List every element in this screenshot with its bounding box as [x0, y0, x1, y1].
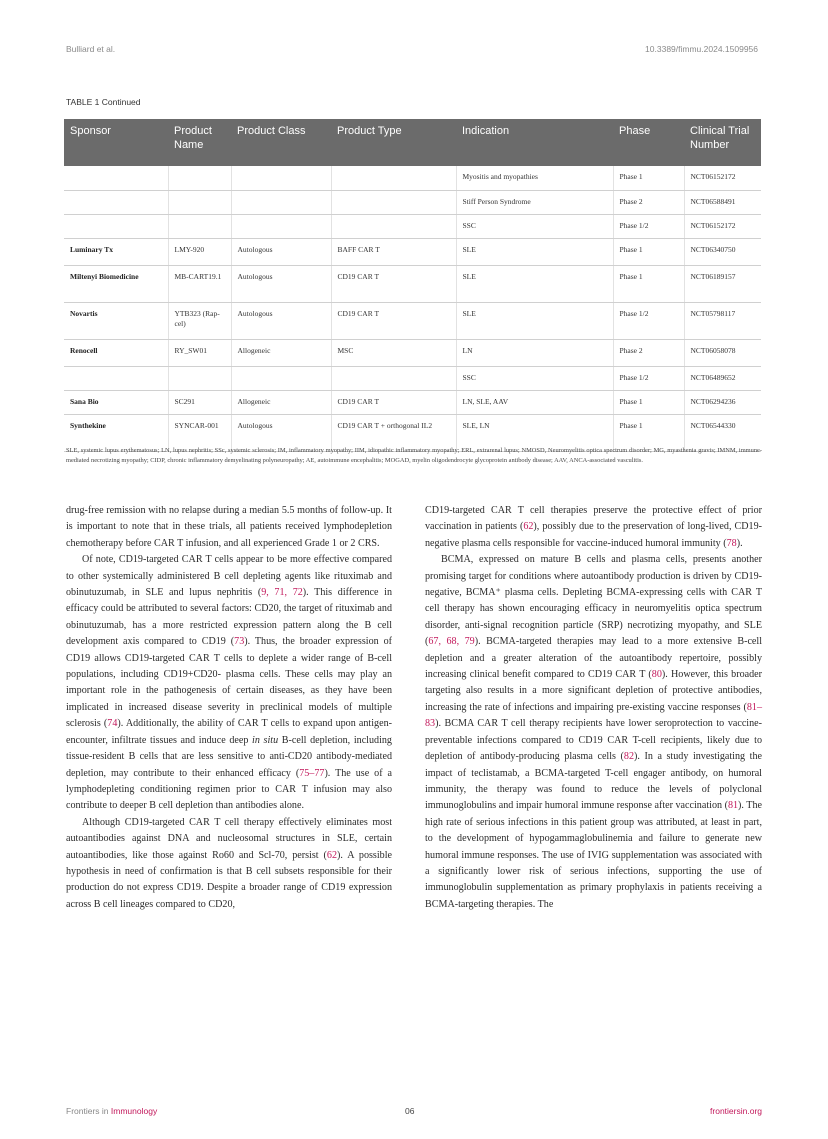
table-cell	[168, 166, 231, 190]
citation-link[interactable]: 74	[107, 718, 118, 730]
table-cell	[64, 166, 168, 190]
table-cell	[168, 214, 231, 238]
citation-link[interactable]: 62	[523, 521, 534, 533]
table-cell: Phase 1	[613, 166, 684, 190]
table-cell	[64, 366, 168, 390]
table-cell: SSC	[456, 214, 613, 238]
table-row	[64, 339, 761, 366]
column-header: Sponsor	[64, 119, 168, 166]
text-run: ). Thus, the broader expression of CD19 allows CD19-targeted CAR T cells to deplete a wider range of B-cell populations, including CD19+CD20- plasma cells. These cells may play an important role in the pathogenesis of certain diseases, as they have been implicated in increased disease severity in preclinical models of multiple sclerosis (	[66, 636, 392, 730]
table-cell: BAFF CAR T	[331, 238, 456, 265]
running-head-doi: 10.3389/fimmu.2024.1509956	[645, 44, 758, 54]
table-cell: NCT06152172	[684, 214, 761, 238]
table-cell: Phase 1/2	[613, 302, 684, 339]
table-cell: Allogeneic	[231, 390, 331, 414]
body-paragraph	[66, 552, 392, 815]
table-cell: LMY-920	[168, 238, 231, 265]
table-cell: Phase 1	[613, 265, 684, 302]
table-cell: Sana Bio	[64, 390, 168, 414]
body-column-right	[425, 503, 762, 913]
table-body	[64, 166, 761, 451]
table-row	[64, 302, 761, 339]
text-run: ). BCMA CAR T cell therapy recipients have lower seroprotection to vaccine-preventable infections compared to CD19 CAR T-cell recipients, likely due to depletion of antibody-producing plasma cells (	[425, 718, 762, 763]
body-column-left	[66, 503, 392, 913]
column-header: Phase	[613, 119, 684, 166]
table-cell: Phase 1	[613, 390, 684, 414]
table-cell: NCT06058078	[684, 339, 761, 366]
trials-table	[64, 119, 761, 452]
page-number: 06	[405, 1106, 415, 1116]
table-cell: NCT06544330	[684, 414, 761, 451]
text-run: ), possibly due to the preservation of long-lived, CD19-negative plasma cells responsible for vaccine-induced humoral immunity (	[425, 521, 763, 549]
journal-prefix: Frontiers in	[66, 1106, 109, 1116]
column-header: Indication	[456, 119, 613, 166]
table-cell: MB-CART19.1	[168, 265, 231, 302]
text-run: ). The use of a lymphodepleting conditioning regimen prior to CAR T infusion may also contribute to deeper B cell depletion than antibodies alone.	[66, 767, 392, 812]
table-cell: Synthekine	[64, 414, 168, 451]
table-footnote: SLE, systemic lupus erythematosus; LN, lupus nephritis; SSc, systemic sclerosis; IM, inflammatory myopathy; IIM, idiopathic inflammatory myopathy; ERL, extrarenal lupus; NMOSD, Neuromyelitis optica spectrum disorder; MG, myasthenia gravis; IMNM, immune-mediated necrotizing myopathy; CIDP, chronic inflammatory demyelinating polyneuropathy; AE, autoimmune encephalitis; MOGAD, myelin oligodendrocyte glycoprotein antibody disease; AAV, ANCA-associated vasculitis.	[66, 447, 762, 464]
table-cell: Autologous	[231, 238, 331, 265]
table-cell: SLE	[456, 265, 613, 302]
table-row	[64, 190, 761, 214]
text-run: ). This difference in efficacy could be attributed to several factors: CD20, the target of rituximab and obinutuzumab, has a more restricted expression pattern along the B cell development axis compared to CD19 (	[66, 587, 393, 648]
table-cell	[331, 214, 456, 238]
table-cell	[331, 190, 456, 214]
table-cell: Autologous	[231, 302, 331, 339]
table-cell: CD19 CAR T	[331, 390, 456, 414]
table-cell: CD19 CAR T + orthogonal IL2	[331, 414, 456, 451]
table-cell: Allogeneic	[231, 339, 331, 366]
table-cell: NCT06294236	[684, 390, 761, 414]
table-cell: NCT06340750	[684, 238, 761, 265]
citation-link[interactable]: 81	[727, 800, 739, 812]
table-caption: TABLE 1 Continued	[66, 97, 141, 107]
body-paragraph	[66, 815, 392, 913]
table-cell	[64, 214, 168, 238]
table-cell: RY_SW01	[168, 339, 231, 366]
table-cell: YTB323 (Rap-cel)	[168, 302, 231, 339]
text-run: ). In a study investigating the impact of teclistamab, a BCMA-targeted T-cell engager antibody, on humoral immunity, the therapy was found to reduce the levels of polyclonal immunoglobulins and impair humoral immune response after vaccination (	[425, 751, 762, 812]
text-run: ).	[736, 537, 743, 549]
citation-link[interactable]: 73	[234, 636, 245, 648]
column-header: Clinical Trial Number	[684, 119, 761, 166]
text-run: ). BCMA-targeted therapies may lead to a more extensive B-cell depletion and a greater alteration of the autoantibody repertoire, possibly increasing clinical benefit compared to CD19 CAR T (	[425, 636, 763, 681]
text-run: ). The high rate of serious infections in this patient group was attributed, at least in part, to the development of hypogammaglobulinemia and failure to generate new humoral immune responses. The use of IVIG supplementation was associated with a significantly lower risk of serious infections, supporting the use of immunoglobulin supplementation as primary prophylaxis in patients receiving a BCMA-targeting therapies. The	[425, 800, 762, 910]
table-cell: Luminary Tx	[64, 238, 168, 265]
table-row	[64, 238, 761, 265]
running-head-authors: Bulliard et al.	[66, 44, 116, 54]
table-cell: Phase 2	[613, 190, 684, 214]
table-cell	[331, 366, 456, 390]
text-run: BCMA, expressed on mature B cells and plasma cells, presents another promising target for conditions where autoantibody production is driven by CD19-negative, BCMA⁺ plasma cells. Depleting BCMA-expressing cells with CAR T cell therapy has shown encouraging efficacy in neuromyelitis optica spectrum disorder, anti-signal recognition particle (SRP) necrotizing myopathy, and SLE (	[425, 554, 762, 648]
table-cell: Phase 1/2	[613, 214, 684, 238]
column-header: Product Name	[168, 119, 231, 166]
text-run: ). A possible hypothesis in need of confirmation is that B cell subsets responsible for their production do not express CD19. Despite a broader range of CD19 expression across B cell lineages compared to CD20,	[66, 849, 392, 910]
table-cell: LN	[456, 339, 613, 366]
table-cell	[64, 190, 168, 214]
table-cell: Autologous	[231, 265, 331, 302]
table-cell: SSC	[456, 366, 613, 390]
citation-link[interactable]: 78	[726, 537, 737, 549]
table-row	[64, 214, 761, 238]
table-row	[64, 265, 761, 302]
body-paragraph	[425, 503, 762, 552]
column-header: Product Class	[231, 119, 331, 166]
body-paragraph	[425, 552, 762, 913]
text-run: in situ	[252, 734, 279, 746]
table-cell: SLE	[456, 302, 613, 339]
table-cell: CD19 CAR T	[331, 302, 456, 339]
table-cell: SYNCAR-001	[168, 414, 231, 451]
table-cell: Stiff Person Syndrome	[456, 190, 613, 214]
table-cell	[168, 190, 231, 214]
citation-link[interactable]: 75–77	[299, 767, 325, 779]
citation-link[interactable]: 81–83	[425, 701, 762, 730]
table-cell: Phase 1	[613, 238, 684, 265]
table-cell: MSC	[331, 339, 456, 366]
table-cell	[168, 366, 231, 390]
table-cell: Phase 1	[613, 414, 684, 451]
table-cell	[231, 190, 331, 214]
citation-link[interactable]: 9, 71, 72	[261, 587, 303, 599]
table-cell: SLE	[456, 238, 613, 265]
table-cell: NCT06489652	[684, 366, 761, 390]
citation-link[interactable]: 62	[326, 849, 337, 861]
text-run: CD19-targeted CAR T cell therapies preserve the protective effect of prior vaccination in patients (	[425, 505, 762, 533]
table-row	[64, 366, 761, 390]
column-header: Product Type	[331, 119, 456, 166]
citation-link[interactable]: 67, 68, 79	[428, 636, 475, 648]
journal-name	[66, 1106, 157, 1116]
table-cell: SC291	[168, 390, 231, 414]
text-run: ). However, this broader targeting also results in a more significant depletion of protective antibodies, increasing the rate of infections and impairing pre-existing vaccine responses (	[425, 669, 762, 713]
text-run: ). Additionally, the ability of CAR T cells to expand upon antigen-encounter, infiltrate tissues and induce deep	[66, 718, 392, 746]
site-link[interactable]: frontiersin.org	[710, 1106, 762, 1116]
journal-title: Immunology	[110, 1106, 158, 1116]
table-cell: SLE, LN	[456, 414, 613, 451]
table-header-row	[64, 119, 761, 166]
text-run: Of note, CD19-targeted CAR T cells appear to be more effective compared to other systemically administered B cell depleting agents like rituximab and obinutuzumab, in SLE and lupus nephritis (	[66, 554, 392, 599]
table-row	[64, 390, 761, 414]
text-run: B-cell depletion, including tissue-resident B cells that are less sensitive to anti-CD20 antibody-mediated depletion, may contribute to their enhanced efficacy (	[66, 734, 392, 779]
table-cell: Myositis and myopathies	[456, 166, 613, 190]
table-row	[64, 166, 761, 190]
table-cell: Phase 1/2	[613, 366, 684, 390]
text-run: drug-free remission with no relapse during a median 5.5 months of follow-up. It is important to note that in these trials, all patients received lymphodepletion chemotherapy before CAR T infusion, and all experienced Grade 1 or 2 CRS.	[66, 505, 392, 549]
table-cell	[231, 366, 331, 390]
table-cell: Novartis	[64, 302, 168, 339]
table-cell: NCT06588491	[684, 190, 761, 214]
table-cell	[231, 214, 331, 238]
table-cell: NCT06152172	[684, 166, 761, 190]
citation-link[interactable]: 80	[651, 669, 662, 681]
table-cell: NCT05798117	[684, 302, 761, 339]
table-cell: CD19 CAR T	[331, 265, 456, 302]
citation-link[interactable]: 82	[623, 751, 634, 763]
table-cell: Miltenyi Biomedicine	[64, 265, 168, 302]
table-cell: LN, SLE, AAV	[456, 390, 613, 414]
text-run: Although CD19-targeted CAR T cell therapy effectively eliminates most autoantibodies against DNA and nucleosomal structures in SLE, certain autoantibodies, like those against Ro60 and Scl-70, persist (	[66, 816, 392, 861]
table-cell: NCT06189157	[684, 265, 761, 302]
table-cell	[231, 166, 331, 190]
table-cell: Autologous	[231, 414, 331, 451]
table-cell: Phase 2	[613, 339, 684, 366]
table-cell: Renocell	[64, 339, 168, 366]
body-paragraph	[66, 503, 392, 552]
table-cell	[331, 166, 456, 190]
